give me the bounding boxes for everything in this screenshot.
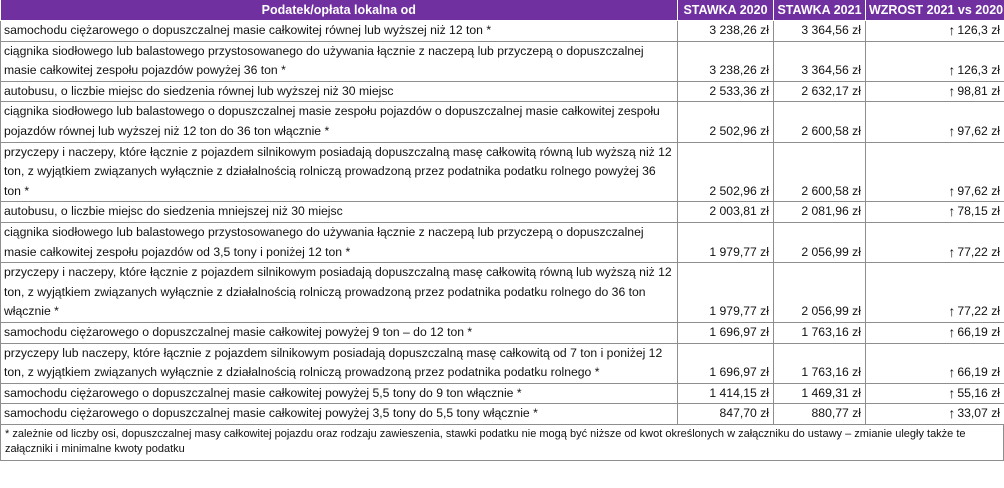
row-increase-value: 126,3 zł (957, 23, 1000, 37)
row-rate-2021: 2 056,99 zł (774, 222, 866, 262)
row-rate-2020: 2 502,96 zł (678, 102, 774, 142)
row-increase (866, 383, 1004, 404)
row-rate-2021: 2 632,17 zł (774, 81, 866, 102)
arrow-up-icon: ↑ (948, 203, 956, 220)
row-rate-2020: 1 979,77 zł (678, 263, 774, 323)
row-increase (866, 41, 1004, 81)
row-rate-2020: 1 696,97 zł (678, 343, 774, 383)
row-rate-2020: 847,70 zł (678, 404, 774, 425)
row-increase-value: 77,22 zł (957, 244, 1000, 259)
row-description: przyczepy lub naczepy, które łącznie z pojazdem silnikowym posiadają dopuszczalną masę całkowitą od 7 ton i poniżej 12 ton, z wyjątkiem związanych wyłącznie z działalnością rolniczą prowadzoną przez podatnika podatku rolnego * (1, 343, 678, 383)
row-increase (866, 142, 1004, 202)
row-increase-value: 66,19 zł (957, 324, 1000, 339)
table-body (1, 21, 1004, 425)
footnote: * zależnie od liczby osi, dopuszczalnej masy całkowitej pojazdu oraz rodzaju zawieszenia, stawki podatku nie mogą być niższe od kwot określonych w załączniku do ustawy – zmianie uległy także te załączniki i minimalne kwoty podatku (0, 425, 1004, 461)
row-increase-value: 55,16 zł (957, 385, 1000, 400)
table-row (1, 81, 1004, 102)
row-rate-2021: 3 364,56 zł (774, 41, 866, 81)
table-header (1, 0, 1004, 21)
table-row (1, 343, 1004, 383)
row-rate-2021: 1 763,16 zł (774, 322, 866, 343)
arrow-up-icon: ↑ (948, 82, 956, 99)
row-description: autobusu, o liczbie miejsc do siedzenia mniejszej niż 30 miejsc (1, 202, 678, 223)
row-rate-2021: 2 600,58 zł (774, 102, 866, 142)
row-rate-2021: 3 364,56 zł (774, 21, 866, 42)
row-increase (866, 21, 1004, 42)
row-increase (866, 102, 1004, 142)
row-increase (866, 343, 1004, 383)
row-rate-2020: 2 533,36 zł (678, 81, 774, 102)
row-increase-value: 97,62 zł (957, 183, 1000, 198)
table-row (1, 41, 1004, 81)
row-increase (866, 202, 1004, 223)
row-increase-value: 98,81 zł (957, 83, 1000, 98)
row-description: autobusu, o liczbie miejsc do siedzenia równej lub wyższej niż 30 miejsc (1, 81, 678, 102)
row-rate-2020: 3 238,26 zł (678, 21, 774, 42)
header-rate-2021: STAWKA 2021 (774, 0, 866, 21)
row-rate-2020: 3 238,26 zł (678, 41, 774, 81)
table-row (1, 142, 1004, 202)
table-row (1, 222, 1004, 262)
row-rate-2020: 1 414,15 zł (678, 383, 774, 404)
table-row (1, 404, 1004, 425)
row-increase-value: 33,07 zł (957, 406, 1000, 421)
row-increase (866, 222, 1004, 262)
table-row (1, 202, 1004, 223)
row-rate-2021: 2 600,58 zł (774, 142, 866, 202)
row-rate-2020: 2 502,96 zł (678, 142, 774, 202)
arrow-up-icon: ↑ (948, 22, 956, 38)
arrow-up-icon: ↑ (948, 303, 956, 320)
row-description: samochodu ciężarowego o dopuszczalnej masie całkowitej powyżej 3,5 tony do 5,5 tony włącznie * (1, 404, 678, 425)
header-increase: WZROST 2021 vs 2020 (866, 0, 1004, 21)
row-increase-value: 97,62 zł (957, 123, 1000, 138)
header-rate-2020: STAWKA 2020 (678, 0, 774, 21)
row-rate-2020: 2 003,81 zł (678, 202, 774, 223)
arrow-up-icon: ↑ (948, 384, 956, 401)
row-increase (866, 404, 1004, 425)
row-description: ciągnika siodłowego lub balastowego o dopuszczalnej masie zespołu pojazdów o dopuszczalnej masie całkowitej zespołu pojazdów równej lub wyższej niż 12 ton do 36 ton włącznie * (1, 102, 678, 142)
row-rate-2020: 1 696,97 zł (678, 322, 774, 343)
table-row (1, 263, 1004, 323)
row-rate-2021: 880,77 zł (774, 404, 866, 425)
arrow-up-icon: ↑ (948, 62, 956, 79)
row-increase-value: 66,19 zł (957, 365, 1000, 380)
row-description: samochodu ciężarowego o dopuszczalnej masie całkowitej równej lub wyższej niż 12 ton * (1, 21, 678, 42)
row-rate-2021: 1 763,16 zł (774, 343, 866, 383)
header-row (1, 0, 1004, 21)
arrow-up-icon: ↑ (948, 364, 956, 381)
row-description: przyczepy i naczepy, które łącznie z pojazdem silnikowym posiadają dopuszczalną masę całkowitą równą lub wyższą niż 12 ton, z wyjątkiem związanych wyłącznie z działalnością rolniczą prowadzoną przez podatnika podatku rolnego do 36 ton włącznie * (1, 263, 678, 323)
arrow-up-icon: ↑ (948, 323, 956, 340)
table-row (1, 102, 1004, 142)
row-description: samochodu ciężarowego o dopuszczalnej masie całkowitej powyżej 5,5 tony do 9 ton włącznie * (1, 383, 678, 404)
row-increase (866, 322, 1004, 343)
row-description: ciągnika siodłowego lub balastowego przystosowanego do używania łącznie z naczepą lub przyczepą o dopuszczalnej masie całkowitej zespołu pojazdów od 3,5 tony i poniżej 12 ton * (1, 222, 678, 262)
row-increase (866, 263, 1004, 323)
arrow-up-icon: ↑ (948, 182, 956, 199)
row-description: przyczepy i naczepy, które łącznie z pojazdem silnikowym posiadają dopuszczalną masę całkowitą równą lub wyższą niż 12 ton, z wyjątkiem związanych wyłącznie z działalnością rolniczą prowadzoną przez podatnika podatku rolnego powyżej 36 ton * (1, 142, 678, 202)
table-row (1, 322, 1004, 343)
row-increase-value: 77,22 zł (957, 304, 1000, 319)
arrow-up-icon: ↑ (948, 122, 956, 139)
row-rate-2020: 1 979,77 zł (678, 222, 774, 262)
row-increase-value: 78,15 zł (957, 204, 1000, 219)
table-row (1, 21, 1004, 42)
arrow-up-icon: ↑ (948, 243, 956, 260)
row-rate-2021: 1 469,31 zł (774, 383, 866, 404)
row-increase-value: 126,3 zł (957, 63, 1000, 78)
arrow-up-icon: ↑ (948, 405, 956, 422)
row-rate-2021: 2 081,96 zł (774, 202, 866, 223)
header-tax-type: Podatek/opłata lokalna od (1, 0, 678, 21)
row-description: ciągnika siodłowego lub balastowego przystosowanego do używania łącznie z naczepą lub przyczepą o dopuszczalnej masie całkowitej zespołu pojazdów powyżej 36 ton * (1, 41, 678, 81)
row-increase (866, 81, 1004, 102)
table-row (1, 383, 1004, 404)
row-description: samochodu ciężarowego o dopuszczalnej masie całkowitej powyżej 9 ton – do 12 ton * (1, 322, 678, 343)
row-rate-2021: 2 056,99 zł (774, 263, 866, 323)
